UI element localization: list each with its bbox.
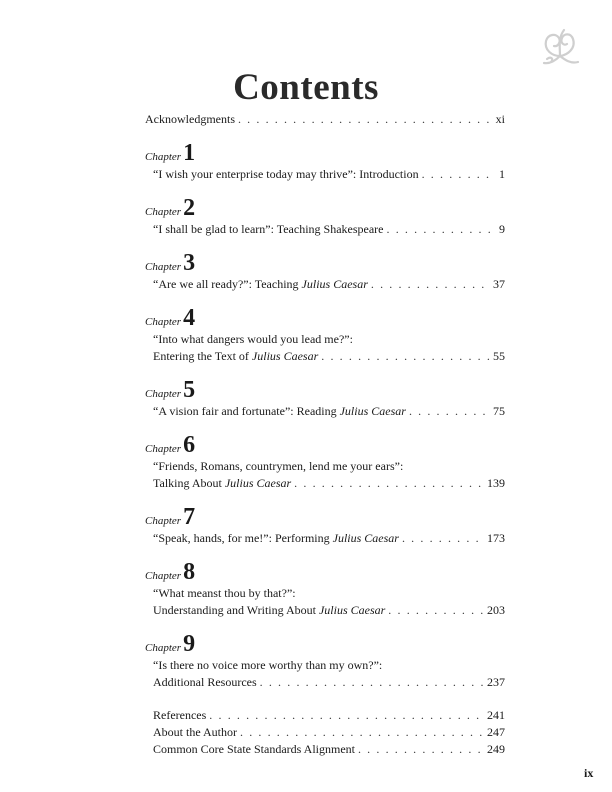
toc-page-number: 173 xyxy=(487,531,505,545)
dot-leader xyxy=(321,348,490,365)
toc-entry[interactable] xyxy=(145,741,505,758)
dot-leader xyxy=(387,221,496,238)
toc-entry-title xyxy=(153,403,406,420)
chapter-label: Chapter xyxy=(145,388,182,400)
toc-page-number: 241 xyxy=(487,708,505,722)
toc-entry[interactable] xyxy=(145,331,505,348)
toc-entry-text: “A vision fair and fortunate”: Reading xyxy=(153,404,340,418)
toc-entry-title xyxy=(153,221,384,238)
toc-entry[interactable] xyxy=(145,657,505,674)
toc-entry-text: “Into what dangers would you lead me?”: xyxy=(153,332,353,346)
chapter-heading xyxy=(145,377,505,403)
toc-entry-italic-title: Julius Caesar xyxy=(224,476,292,490)
toc-entry-title xyxy=(153,348,318,365)
toc-page-number: 249 xyxy=(487,742,505,756)
toc-entry-text: “Is there no voice more worthy than my own?”: xyxy=(153,658,383,672)
toc-entry-label: Common Core State Standards Alignment xyxy=(153,742,355,756)
toc-entry[interactable] xyxy=(145,403,505,420)
toc-entry[interactable] xyxy=(145,276,505,293)
toc-entry-title xyxy=(153,724,237,741)
toc-entry-text: “What meanst thou by that?”: xyxy=(153,586,296,600)
chapter-number: 9 xyxy=(183,631,196,657)
dot-leader xyxy=(388,602,484,619)
toc-entry[interactable] xyxy=(145,348,505,365)
toc-entry-italic-title: Julius Caesar xyxy=(339,404,406,418)
toc-entry-title xyxy=(153,458,403,475)
toc-entry-text: Understanding and Writing About xyxy=(153,603,319,617)
chapter-heading xyxy=(145,559,505,585)
chapter-label: Chapter xyxy=(145,261,182,273)
dot-leader xyxy=(358,741,484,758)
chapter-label: Chapter xyxy=(145,316,182,328)
toc-entry[interactable] xyxy=(145,530,505,547)
toc-page-number: 203 xyxy=(487,603,505,617)
toc-entry-title xyxy=(153,741,355,758)
toc-page-number: 37 xyxy=(493,277,505,291)
toc-entry-italic-title: Julius Caesar xyxy=(332,531,399,545)
toc-entry-text: “I wish your enterprise today may thrive”: Introduction xyxy=(153,167,419,181)
toc-entry-title xyxy=(153,166,419,183)
chapter-heading xyxy=(145,432,505,458)
dot-leader xyxy=(238,111,493,128)
toc-entry[interactable] xyxy=(145,602,505,619)
toc-entry-title xyxy=(153,331,353,348)
chapter-label: Chapter xyxy=(145,570,182,582)
toc-entry-label: About the Author xyxy=(153,725,237,739)
dot-leader xyxy=(422,166,496,183)
dot-leader xyxy=(294,475,484,492)
toc-entry-label: References xyxy=(153,708,207,722)
dot-leader xyxy=(402,530,484,547)
toc-entry-italic-title: Julius Caesar xyxy=(301,277,368,291)
chapter-heading xyxy=(145,504,505,530)
toc-entry-title xyxy=(153,475,291,492)
toc-entry-text: Talking About xyxy=(153,476,225,490)
toc-entry-text: Entering the Text of xyxy=(153,349,252,363)
toc-entry-text: Additional Resources xyxy=(153,675,257,689)
chapter-number: 3 xyxy=(183,250,196,276)
toc-entry[interactable] xyxy=(145,475,505,492)
toc-entry-label: Acknowledgments xyxy=(145,112,235,126)
toc-entry-title xyxy=(153,602,385,619)
toc-entry-title xyxy=(153,585,296,602)
toc-entry-title xyxy=(153,657,382,674)
chapter-label: Chapter xyxy=(145,206,182,218)
chapter-number: 4 xyxy=(183,305,196,331)
dot-leader xyxy=(209,707,484,724)
chapter-number: 8 xyxy=(183,559,196,585)
toc-entry-title xyxy=(153,276,368,293)
toc-page-number: xi xyxy=(495,112,505,126)
toc-page-number: 75 xyxy=(493,404,505,418)
dot-leader xyxy=(240,724,484,741)
toc-page-number: 9 xyxy=(499,222,505,236)
dot-leader xyxy=(371,276,490,293)
toc-page-number: 55 xyxy=(493,349,505,363)
toc-entry-text: “Speak, hands, for me!”: Performing xyxy=(153,531,333,545)
toc-page-number: 237 xyxy=(487,675,505,689)
toc-entry[interactable] xyxy=(145,166,505,183)
toc-entry-title xyxy=(153,530,399,547)
chapter-heading xyxy=(145,195,505,221)
toc-entry-text: “Friends, Romans, countrymen, lend me your ears”: xyxy=(153,459,404,473)
chapter-number: 2 xyxy=(183,195,196,221)
chapter-number: 5 xyxy=(183,377,196,403)
toc-page-number: 1 xyxy=(499,167,505,181)
toc-entry-title xyxy=(153,707,206,724)
toc-entry[interactable] xyxy=(145,724,505,741)
chapter-label: Chapter xyxy=(145,443,182,455)
toc-entry-italic-title: Julius Caesar xyxy=(318,603,386,617)
toc-entry[interactable] xyxy=(145,221,505,238)
toc-entry[interactable] xyxy=(145,111,505,128)
chapter-label: Chapter xyxy=(145,151,182,163)
chapter-label: Chapter xyxy=(145,515,182,527)
table-of-contents xyxy=(145,109,505,758)
toc-entry-title xyxy=(145,111,235,128)
dot-leader xyxy=(409,403,490,420)
chapter-heading xyxy=(145,305,505,331)
dot-leader xyxy=(260,674,484,691)
toc-entry-italic-title: Julius Caesar xyxy=(251,349,319,363)
toc-entry-text: “Are we all ready?”: Teaching xyxy=(153,277,302,291)
toc-entry-title xyxy=(153,674,257,691)
chapter-number: 1 xyxy=(183,140,196,166)
chapter-number: 6 xyxy=(183,432,196,458)
chapter-number: 7 xyxy=(183,504,196,530)
chapter-heading xyxy=(145,250,505,276)
toc-entry-text: “I shall be glad to learn”: Teaching Shakespeare xyxy=(153,222,384,236)
toc-page-number: 247 xyxy=(487,725,505,739)
chapter-label: Chapter xyxy=(145,642,182,654)
floral-ornament-icon xyxy=(538,26,582,68)
toc-page-number: 139 xyxy=(487,476,505,490)
toc-entry[interactable] xyxy=(145,707,505,724)
toc-entry[interactable] xyxy=(145,674,505,691)
toc-entry[interactable] xyxy=(145,585,505,602)
chapter-heading xyxy=(145,631,505,657)
page-title: Contents xyxy=(233,67,379,108)
page-number: ix xyxy=(584,766,594,780)
toc-entry[interactable] xyxy=(145,458,505,475)
chapter-heading xyxy=(145,140,505,166)
